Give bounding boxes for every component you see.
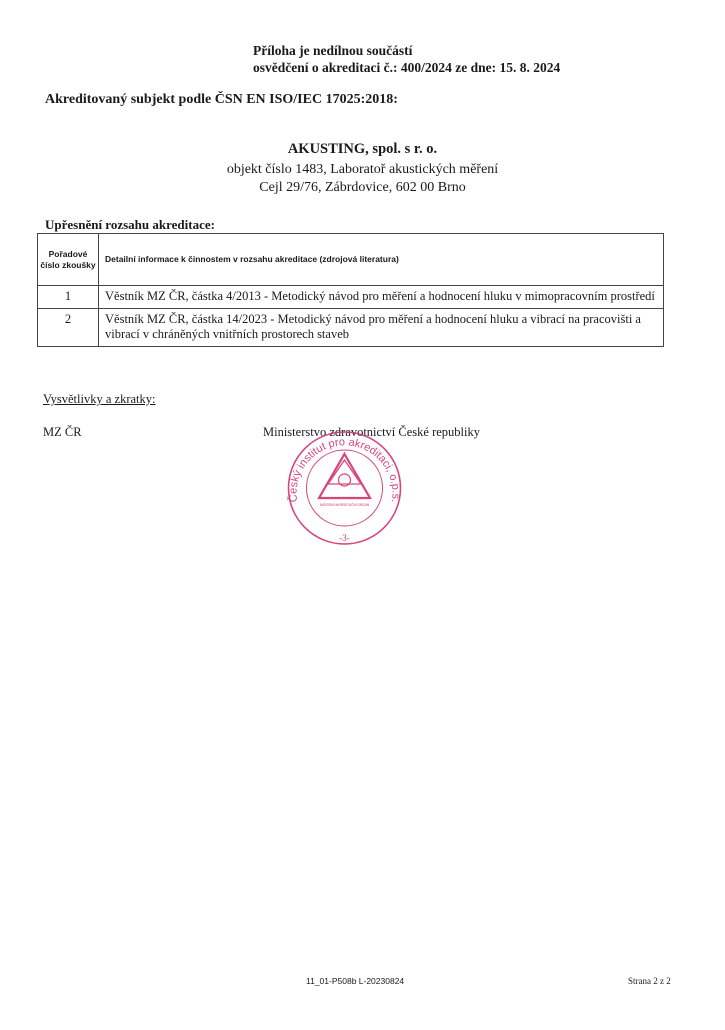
- stamp-number: -3-: [339, 533, 350, 543]
- col-detail-header: Detailní informace k činnostem v rozsahu akreditace (zdrojová literatura): [99, 234, 664, 286]
- row-number: 2: [38, 309, 99, 347]
- stamp-ring-text: Český institut pro akreditaci, o.p.s.: [287, 436, 402, 504]
- table-row: [38, 286, 664, 309]
- stamp-inner-text: NÁRODNÍ AKREDITAČNÍ ORGÁN: [319, 503, 370, 507]
- table-header-row: [38, 234, 664, 286]
- abbreviation-code: MZ ČR: [43, 425, 82, 439]
- row-number: 1: [38, 286, 99, 309]
- row-detail: Věstník MZ ČR, částka 14/2023 - Metodický návod pro měření a hodnocení hluku a vibrací na pracovišti a vibrací v chráněných vnitřních prostorech staveb: [99, 309, 664, 347]
- organization-address-line-1: objekt číslo 1483, Laboratoř akustických měření: [226, 162, 499, 177]
- organization-name: AKUSTING, spol. s r. o.: [287, 141, 438, 157]
- svg-text:Český institut pro akreditaci,: [286, 436, 401, 503]
- scope-table: [37, 233, 664, 347]
- footer-page-number: Strana 2 z 2: [628, 976, 671, 986]
- organization-address-line-2: Cejl 29/76, Zábrdovice, 602 00 Brno: [259, 180, 466, 195]
- col-number-header: Pořadové číslo zkoušky: [38, 234, 99, 286]
- stamp-outer-ring: [289, 432, 401, 544]
- header-line-2: osvědčení o akreditaci č.: 400/2024 ze dne: 15. 8. 2024: [253, 60, 561, 75]
- abbreviations-title: Vysvětlivky a zkratky:: [43, 392, 156, 406]
- header-line-1: Příloha je nedílnou součástí: [253, 43, 413, 58]
- accredited-subject-label: Akreditovaný subjekt podle ČSN EN ISO/IEC 17025:2018:: [45, 92, 398, 107]
- footer-document-code: 11_01-P508b L-20230824: [306, 976, 405, 986]
- accreditation-stamp: [272, 430, 417, 550]
- row-detail: Věstník MZ ČR, částka 4/2013 - Metodický návod pro měření a hodnocení hluku v mimopracovním prostředí: [99, 286, 664, 309]
- stamp-inner-ring: [307, 450, 383, 526]
- table-row: [38, 309, 664, 347]
- abbreviation-description: Ministerstvo zdravotnictví České republiky: [263, 425, 480, 439]
- scope-title: Upřesnění rozsahu akreditace:: [45, 217, 215, 232]
